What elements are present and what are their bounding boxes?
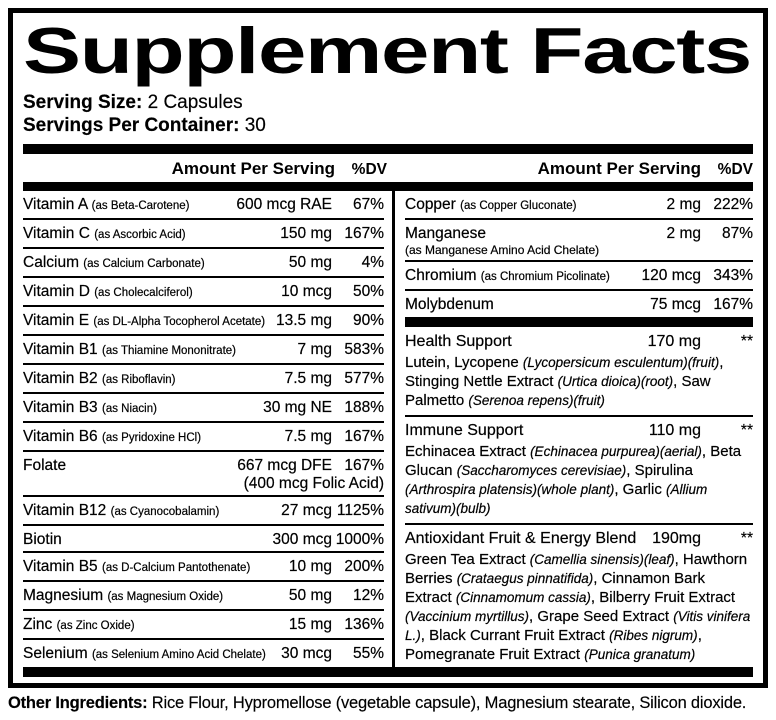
nutrient-row-main (405, 295, 753, 314)
serving-size-label: Serving Size: (23, 92, 143, 113)
botanical-name: (Ribes nigrum) (609, 628, 698, 643)
nutrient-amount: 7 mg (297, 340, 332, 358)
nutrient-amount: 27 mcg (281, 501, 332, 519)
nutrient-dv: 4% (361, 253, 384, 271)
nutrient-source: (as Thiamine Mononitrate) (101, 344, 236, 357)
nutrient-amount: 75 mcg (650, 295, 701, 313)
ingredient-text: , Bilberry Fruit Extract (590, 589, 736, 606)
nutrient-amount: 30 mg NE (263, 398, 332, 416)
supplement-facts-label (8, 8, 768, 688)
nutrient-name: Vitamin D (as Cholecalciferol) (23, 282, 193, 300)
nutrient-row (23, 452, 384, 497)
ingredient-text: Lutein, Lycopene (405, 354, 523, 371)
nutrient-dv: 12% (352, 586, 384, 604)
nutrient-name: Selenium (as Selenium Amino Acid Chelate) (23, 644, 266, 662)
nutrient-dv: 167% (344, 427, 384, 445)
nutrient-source: (as Zinc Oxide) (56, 619, 135, 632)
botanical-name: (Crataegus pinnatifida) (456, 571, 594, 586)
nutrient-source: (as Magnesium Oxide) (107, 590, 224, 603)
blend-header (405, 420, 753, 442)
botanical-name: (Punica granatum) (584, 647, 696, 662)
nutrient-row (23, 526, 384, 553)
botanical-name: (Echinacea purpurea)(aerial) (530, 444, 702, 459)
blend-amount: 110 mg (648, 422, 701, 439)
other-ingredients-text: Rice Flour, Hypromellose (vegetable capsule), Magnesium stearate, Silicon dioxide. (147, 694, 747, 712)
nutrient-amount: 10 mg (288, 557, 332, 575)
botanical-name: (Urtica dioica)(root) (557, 374, 674, 389)
nutrient-name: Biotin (23, 530, 62, 548)
nutrient-source: (as Ascorbic Acid) (94, 228, 186, 241)
nutrient-name: Vitamin B2 (as Riboflavin) (23, 369, 176, 387)
nutrient-name: Vitamin B1 (as Thiamine Mononitrate) (23, 340, 236, 358)
nutrient-row-main (23, 340, 384, 361)
nutrient-row (23, 497, 384, 526)
divider-bar-top (23, 144, 753, 154)
nutrient-dv: 343% (713, 266, 753, 284)
nutrient-source: (as Cholecalciferol) (94, 286, 193, 299)
nutrient-row-main (23, 501, 384, 522)
nutrient-row-main (23, 195, 384, 216)
blend-name: Immune Support (405, 422, 524, 439)
nutrient-row-main (23, 530, 384, 549)
percent-dv-header: %DV (351, 161, 387, 178)
nutrient-amount: 2 mg (666, 195, 701, 213)
nutrient-name: Vitamin A (as Beta-Carotene) (23, 195, 190, 213)
nutrient-row (405, 220, 753, 262)
ingredient-text: , Black Currant Fruit Extract (420, 627, 610, 644)
nutrient-row (23, 191, 384, 220)
nutrient-source: (as Selenium Amino Acid Chelate) (91, 648, 266, 661)
nutrient-row (405, 291, 753, 316)
ingredient-text: Echinacea Extract (405, 443, 531, 460)
botanical-name: (Cinnamomum cassia) (455, 590, 591, 605)
nutrient-name: Zinc (as Zinc Oxide) (23, 615, 135, 633)
nutrient-name: Vitamin B6 (as Pyridoxine HCl) (23, 427, 202, 445)
nutrient-source: (as Calcium Carbonate) (83, 257, 205, 270)
botanical-name: (Lycopersicum esculentum)(fruit) (522, 355, 720, 370)
divider-bar-header (23, 182, 753, 191)
nutrient-name: Manganese (405, 224, 487, 242)
ingredient-text: , Cinnamon Bark Extract (405, 570, 705, 606)
nutrient-name: Vitamin B3 (as Niacin) (23, 398, 157, 416)
ingredient-text: , Beta Glucan (405, 443, 742, 479)
nutrient-row (405, 262, 753, 291)
ingredient-text: , Garlic (614, 481, 667, 498)
nutrient-row-main (23, 427, 384, 448)
nutrient-source: (as Cyanocobalamin) (110, 505, 220, 518)
nutrient-row (23, 582, 384, 611)
blend-ingredient-list (405, 353, 753, 410)
nutrient-dv: 1000% (335, 530, 384, 548)
nutrient-dv: 577% (344, 369, 384, 387)
nutrient-amount-secondary: (400 mcg Folic Acid) (243, 474, 384, 492)
nutrient-amount: 10 mcg (281, 282, 332, 300)
nutrient-source: (as DL-Alpha Tocopherol Acetate) (93, 315, 266, 328)
nutrient-source: (as Beta-Carotene) (91, 199, 190, 212)
nutrient-source: (as Chromium Picolinate) (480, 270, 610, 283)
nutrient-row-main (23, 456, 384, 475)
nutrient-row-main (23, 586, 384, 607)
nutrient-row (23, 249, 384, 278)
blend-section (405, 328, 753, 417)
nutrient-dv: 583% (344, 340, 384, 358)
botanical-name: (Vitis vinifera L.) (405, 609, 751, 643)
ingredient-text: , Saw Palmetto (405, 373, 711, 409)
nutrient-row (23, 220, 384, 249)
botanical-name: (Allium sativum)(bulb) (405, 482, 708, 516)
blend-name: Antioxidant Fruit & Energy Blend (405, 530, 637, 547)
botanical-name: (Saccharomyces cerevisiae) (456, 463, 627, 478)
ingredient-text: , Pomegranate Fruit Extract (405, 627, 702, 663)
nutrient-name: Vitamin E (as DL-Alpha Tocopherol Acetate) (23, 311, 266, 329)
nutrient-row-main (23, 557, 384, 578)
nutrient-source: (as D-Calcium Pantothenate) (101, 561, 251, 574)
nutrient-name: Magnesium (as Magnesium Oxide) (23, 586, 224, 604)
nutrient-amount: 120 mcg (641, 266, 701, 284)
ingredient-text: Green Tea Extract (405, 551, 530, 568)
nutrient-dv: 67% (352, 195, 384, 213)
nutrient-amount: 667 mcg DFE (237, 456, 332, 474)
nutrient-row (23, 640, 384, 667)
blend-sections (405, 328, 753, 666)
botanical-name: (Arthrospira platensis)(whole plant) (405, 482, 615, 497)
servings-per-container-value: 30 (239, 115, 266, 136)
nutrient-row (405, 191, 753, 220)
servings-per-container-label: Servings Per Container: (23, 115, 240, 136)
botanical-name: (Vaccinium myrtillus) (405, 609, 530, 624)
nutrient-row (23, 336, 384, 365)
nutrient-dv: 50% (352, 282, 384, 300)
blend-ingredient-list (405, 442, 753, 518)
nutrient-source: (as Niacin) (101, 402, 157, 415)
nutrient-columns (23, 191, 753, 667)
nutrient-name: Chromium (as Chromium Picolinate) (405, 266, 610, 284)
nutrient-dv: 55% (352, 644, 384, 662)
nutrient-row-main (405, 195, 753, 216)
blend-dv: ** (740, 422, 753, 439)
nutrient-row-main (23, 311, 384, 332)
blend-amount: 170 mg (647, 333, 701, 350)
column-headers (23, 154, 753, 182)
ingredient-text: , Spirulina (626, 462, 693, 479)
blend-header (405, 331, 753, 353)
nutrient-row-main (405, 266, 753, 287)
ingredient-text: , Hawthorn Berries (405, 551, 748, 587)
blend-ingredient-list (405, 550, 753, 664)
botanical-name: (Camellia sinensis)(leaf) (529, 552, 675, 567)
blend-section (405, 525, 753, 666)
nutrient-row (23, 394, 384, 423)
nutrient-name: Vitamin C (as Ascorbic Acid) (23, 224, 186, 242)
other-ingredients-line (8, 694, 774, 713)
nutrient-row-main (23, 282, 384, 303)
nutrient-row (23, 278, 384, 307)
nutrient-name: Calcium (as Calcium Carbonate) (23, 253, 205, 271)
column-header-right (395, 159, 753, 179)
nutrient-row (23, 307, 384, 336)
serving-size-line (23, 91, 753, 114)
nutrient-amount: 7.5 mg (284, 427, 332, 445)
nutrient-name: Vitamin B5 (as D-Calcium Pantothenate) (23, 557, 251, 575)
nutrient-amount: 600 mcg RAE (236, 195, 332, 213)
nutrient-dv: 167% (713, 295, 753, 313)
nutrient-source: (as Pyridoxine HCl) (101, 431, 202, 444)
nutrient-name: Molybdenum (405, 295, 494, 313)
nutrient-name: Folate (23, 456, 67, 474)
nutrient-dv: 200% (344, 557, 384, 575)
serving-size-value: 2 Capsules (142, 92, 243, 113)
percent-dv-header: %DV (717, 161, 753, 178)
nutrient-table-left (23, 191, 395, 667)
blend-section (405, 417, 753, 525)
divider-bar-blends (405, 317, 753, 327)
column-header-left (23, 159, 395, 179)
nutrient-amount: 150 mg (280, 224, 332, 242)
nutrient-dv: 188% (344, 398, 384, 416)
nutrient-amount: 15 mg (288, 615, 332, 633)
botanical-name: (Serenoa repens)(fruit) (468, 393, 605, 408)
nutrient-row (23, 365, 384, 394)
nutrient-source: (as Copper Gluconate) (460, 199, 577, 212)
nutrient-amount: 50 mg (288, 253, 332, 271)
blend-amount: 190mg (652, 530, 701, 547)
ingredient-text: , Grape Seed Extract (529, 608, 674, 625)
nutrient-amount: 30 mcg (281, 644, 332, 662)
nutrient-dv: 90% (352, 311, 384, 329)
nutrient-row-main (23, 615, 384, 636)
daily-value-footnote (23, 677, 753, 688)
nutrient-row-main (23, 224, 384, 245)
nutrient-row-main (405, 224, 753, 243)
nutrient-row-main (23, 644, 384, 665)
title-banner (23, 17, 753, 91)
servings-per-container-line (23, 114, 753, 137)
blend-dv: ** (740, 530, 753, 547)
nutrient-dv: 167% (344, 224, 384, 242)
nutrient-amount: 50 mg (288, 586, 332, 604)
nutrient-dv: 1125% (336, 501, 384, 519)
blend-dv: ** (740, 333, 753, 350)
page-title: Supplement Facts (23, 17, 751, 87)
amount-per-serving-header: Amount Per Serving (171, 159, 335, 178)
nutrient-row (23, 553, 384, 582)
amount-per-serving-header: Amount Per Serving (537, 159, 701, 178)
nutrient-dv: 167% (344, 456, 384, 474)
nutrient-dv: 87% (721, 224, 753, 242)
nutrient-row-main (23, 253, 384, 274)
nutrient-source: (as Manganese Amino Acid Chelate) (405, 242, 600, 257)
nutrient-name: Vitamin B12 (as Cyanocobalamin) (23, 501, 220, 519)
nutrient-row (23, 611, 384, 640)
nutrient-dv: 222% (713, 195, 753, 213)
blend-name: Health Support (405, 333, 512, 350)
nutrient-amount: 13.5 mg (275, 311, 332, 329)
nutrient-row (23, 423, 384, 452)
ingredient-text: , Stinging Nettle Extract (405, 354, 724, 390)
nutrient-table-right (395, 191, 753, 667)
nutrient-source: (as Riboflavin) (101, 373, 176, 386)
nutrient-amount: 7.5 mg (284, 369, 332, 387)
nutrient-amount: 300 mcg (272, 530, 332, 548)
other-ingredients-label: Other Ingredients: (8, 694, 148, 712)
mineral-rows (405, 191, 753, 316)
nutrient-amount: 2 mg (666, 224, 701, 242)
nutrient-row-main (23, 369, 384, 390)
divider-bar-bottom (23, 667, 753, 677)
nutrient-dv: 136% (344, 615, 384, 633)
nutrient-name: Copper (as Copper Gluconate) (405, 195, 577, 213)
blend-header (405, 528, 753, 550)
nutrient-row-main (23, 398, 384, 419)
